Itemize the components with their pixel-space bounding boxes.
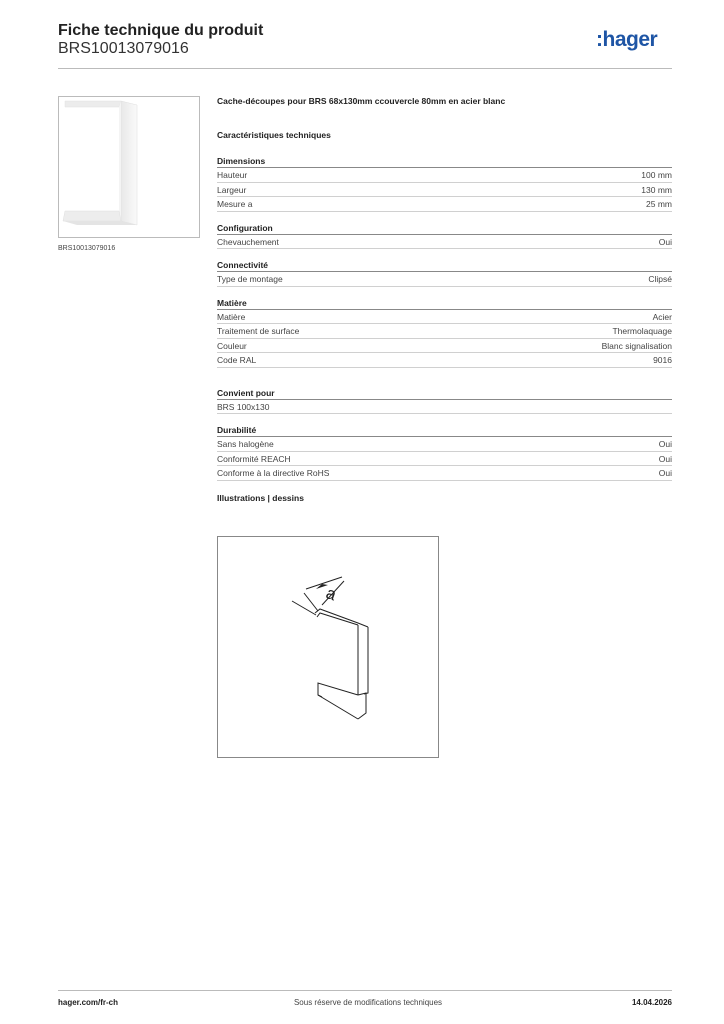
spec-value: Oui: [658, 468, 672, 478]
section-title: Convient pour: [217, 387, 672, 400]
spec-value: 100 mm: [641, 170, 672, 180]
technical-drawing-icon: [218, 537, 438, 757]
spec-value: Clipsé: [648, 274, 672, 284]
spec-value: Thermolaquage: [612, 326, 672, 336]
section-material: [217, 297, 672, 368]
spec-label: Matière: [217, 311, 246, 322]
spec-label: Traitement de surface: [217, 326, 300, 336]
spec-value: Acier: [652, 311, 672, 322]
section-title: Dimensions: [217, 155, 672, 168]
hager-logo: :hager: [596, 28, 658, 51]
section-dimensions: [217, 155, 672, 212]
spec-label: Sans halogène: [217, 439, 274, 449]
spec-label: Type de montage: [217, 274, 283, 284]
spec-row: [217, 168, 672, 183]
spec-value: 25 mm: [646, 199, 672, 209]
spec-row: [217, 400, 672, 415]
spec-row: [217, 353, 672, 368]
spec-label: BRS 100x130: [217, 401, 270, 412]
spec-row: [217, 339, 672, 354]
dimension-label: a: [323, 583, 339, 605]
illustration-drawing: [217, 536, 439, 758]
spec-label: Chevauchement: [217, 236, 279, 247]
section-title: Matière: [217, 297, 672, 310]
spec-label: Mesure a: [217, 199, 253, 209]
spec-value: Oui: [658, 236, 672, 247]
section-title: Durabilité: [217, 424, 672, 437]
spec-row: [217, 452, 672, 467]
spec-row: [217, 466, 672, 481]
product-photo-icon: [59, 97, 199, 237]
spec-value: 130 mm: [641, 184, 672, 195]
section-title: Configuration: [217, 222, 672, 235]
spec-row: [217, 235, 672, 250]
footer-notice: Sous réserve de modifications techniques: [293, 998, 443, 1007]
spec-row: [217, 324, 672, 339]
product-description: Cache-découpes pour BRS 68x130mm ccouvercle 80mm en acier blanc: [217, 96, 506, 106]
spec-label: Hauteur: [217, 170, 248, 180]
spec-content: [217, 96, 672, 507]
spec-label: Code RAL: [217, 355, 257, 365]
spec-row: [217, 272, 672, 287]
spec-row: [217, 183, 672, 198]
section-durability: [217, 424, 672, 481]
spec-label: Conforme à la directive RoHS: [217, 468, 330, 478]
thumbnail-caption: BRS10013079016: [58, 245, 116, 252]
spec-row: [217, 310, 672, 325]
characteristics-title: Caractéristiques techniques: [217, 130, 331, 140]
spec-row: [217, 437, 672, 452]
spec-label: Conformité REACH: [217, 453, 291, 464]
spec-value: 9016: [653, 355, 672, 365]
header-title: Fiche technique du produit: [58, 22, 264, 39]
illustrations-title: Illustrations | dessins: [217, 492, 304, 503]
section-configuration: [217, 222, 672, 250]
spec-value: Blanc signalisation: [601, 340, 672, 351]
spec-label: Couleur: [217, 340, 247, 351]
spec-value: Oui: [658, 439, 672, 449]
section-title: Connectivité: [217, 259, 672, 272]
section-connectivity: [217, 259, 672, 287]
spec-value: Oui: [658, 453, 672, 464]
footer-divider: [58, 990, 672, 991]
spec-row: [217, 197, 672, 212]
footer-date: 14.04.2026: [631, 998, 672, 1007]
product-reference: BRS10013079016: [58, 40, 189, 57]
header-divider: [58, 68, 672, 69]
product-thumbnail: [58, 96, 200, 238]
spec-label: Largeur: [217, 184, 247, 195]
footer-website-link[interactable]: hager.com/fr-ch: [58, 998, 119, 1007]
section-suitable-for: [217, 387, 672, 415]
